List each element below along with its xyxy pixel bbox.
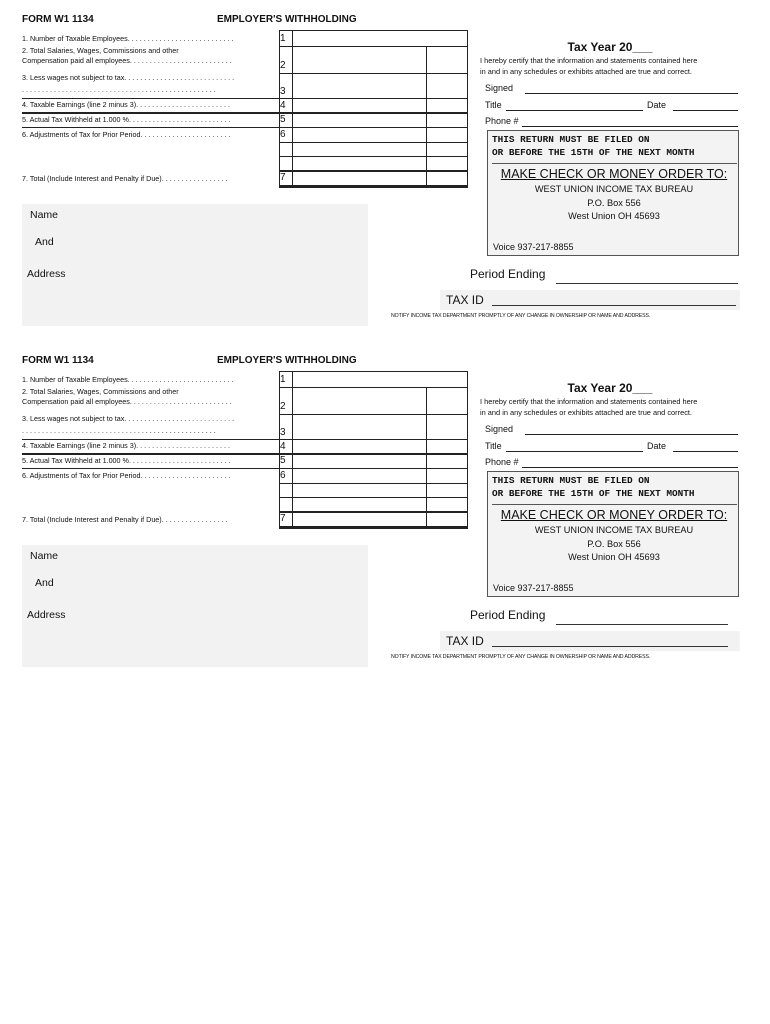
date-label: Date — [647, 100, 667, 110]
title-label: Title — [485, 441, 502, 451]
payee-name: WEST UNION INCOME TAX BUREAU — [534, 184, 694, 194]
line-4-label: 4. Taxable Earnings (line 2 minus 3). . . . . . . . . . . . . . . . . . . . . . . . — [22, 441, 230, 450]
line-5-input[interactable] — [293, 455, 426, 468]
tax-id-label: TAX ID — [446, 293, 484, 307]
certification-line-b: in and in any schedules or exhibits attached are true and correct. — [480, 408, 692, 417]
phone-label: Phone # — [485, 457, 519, 467]
name-label: Name — [30, 209, 59, 221]
filing-deadline-notice — [492, 133, 737, 164]
filing-deadline-line-a: THIS RETURN MUST BE FILED ON — [492, 134, 650, 145]
line-6-number: 6 — [280, 470, 286, 481]
line-2-input[interactable] — [293, 47, 426, 73]
line-4-input[interactable] — [293, 99, 426, 112]
payee-city: West Union OH 45693 — [568, 552, 660, 562]
withholding-form-2 — [0, 355, 770, 685]
line-items-table — [22, 371, 468, 529]
phone-field[interactable] — [522, 467, 738, 468]
filing-notice-box — [487, 471, 739, 597]
phone-field[interactable] — [522, 126, 738, 127]
date-field[interactable] — [673, 110, 738, 111]
filing-deadline-notice — [492, 474, 737, 505]
certification-line-b: in and in any schedules or exhibits attached are true and correct. — [480, 67, 692, 76]
filing-deadline-line-a: THIS RETURN MUST BE FILED ON — [492, 475, 650, 486]
line-6-label: 6. Adjustments of Tax for Prior Period. . . . . . . . . . . . . . . . . . . . . . . — [22, 471, 231, 480]
title-field[interactable] — [506, 110, 643, 111]
payee-po-box: P.O. Box 556 — [587, 198, 641, 208]
tax-id-field[interactable] — [492, 646, 728, 647]
line-4-number: 4 — [280, 100, 286, 111]
certification-text — [480, 396, 744, 418]
line-4-input[interactable] — [293, 440, 426, 453]
filing-deadline-line-b: OR BEFORE THE 15TH OF THE NEXT MONTH — [492, 488, 695, 499]
line-6-input[interactable] — [293, 128, 426, 170]
period-ending-field[interactable] — [556, 283, 738, 284]
tax-year: Tax Year 20___ — [567, 40, 653, 54]
phone-label: Phone # — [485, 116, 519, 126]
line-items-table — [22, 30, 468, 188]
certification-line-a: I hereby certify that the information and statements contained here — [480, 56, 698, 65]
name-address-box[interactable] — [22, 204, 368, 326]
line-2-label-b: Compensation paid all employees. . . . . . . . . . . . . . . . . . . . . . . . . . — [22, 56, 232, 65]
line-7-number: 7 — [280, 513, 286, 524]
line-3-input[interactable] — [293, 74, 426, 98]
filing-deadline-line-b: OR BEFORE THE 15TH OF THE NEXT MONTH — [492, 147, 695, 158]
address-label: Address — [27, 609, 66, 621]
name-address-box[interactable] — [22, 545, 368, 667]
line-2-number: 2 — [280, 60, 286, 71]
title-label: Title — [485, 100, 502, 110]
line-6-input[interactable] — [293, 469, 426, 511]
line-3-label-b: . . . . . . . . . . . . . . . . . . . . . . . . . . . . . . . . . . . . . . . . . . . . . . . . . — [22, 426, 216, 435]
signed-label: Signed — [485, 424, 514, 434]
line-6-label: 6. Adjustments of Tax for Prior Period. . . . . . . . . . . . . . . . . . . . . . . — [22, 130, 231, 139]
form-id: FORM W1 1134 — [22, 355, 94, 366]
voice-phone: Voice 937-217-8855 — [493, 583, 574, 593]
line-3-label-b: . . . . . . . . . . . . . . . . . . . . . . . . . . . . . . . . . . . . . . . . . . . . . . . . . — [22, 85, 216, 94]
line-4-number: 4 — [280, 441, 286, 452]
voice-phone: Voice 937-217-8855 — [493, 242, 574, 252]
name-label: Name — [30, 550, 59, 562]
line-7-input[interactable] — [293, 513, 426, 526]
line-2-label-a: 2. Total Salaries, Wages, Commissions and other — [22, 46, 179, 55]
line-3-label-a: 3. Less wages not subject to tax. . . . . . . . . . . . . . . . . . . . . . . . . . . . — [22, 73, 235, 82]
line-7-label: 7. Total (Include Interest and Penalty if Due). . . . . . . . . . . . . . . . . — [22, 515, 228, 524]
form-heading: EMPLOYER'S WITHHOLDING — [217, 355, 357, 366]
address-label: Address — [27, 268, 66, 280]
line-7-number: 7 — [280, 172, 286, 183]
line-1-input[interactable] — [293, 31, 467, 46]
tax-id-field[interactable] — [492, 305, 736, 306]
payee-name: WEST UNION INCOME TAX BUREAU — [534, 525, 694, 535]
withholding-form-1 — [0, 14, 770, 344]
payee-po-box: P.O. Box 556 — [587, 539, 641, 549]
date-field[interactable] — [673, 451, 738, 452]
line-5-label: 5. Actual Tax Withheld at 1.000 %. . . . . . . . . . . . . . . . . . . . . . . . . . — [22, 115, 231, 124]
payee-city: West Union OH 45693 — [568, 211, 660, 221]
make-check-heading: MAKE CHECK OR MONEY ORDER TO: — [500, 167, 728, 181]
line-2-input[interactable] — [293, 388, 426, 414]
and-label: And — [35, 236, 54, 248]
line-7-label: 7. Total (Include Interest and Penalty if Due). . . . . . . . . . . . . . . . . — [22, 174, 228, 183]
line-1-number: 1 — [280, 33, 286, 44]
line-1-input[interactable] — [293, 372, 467, 387]
line-1-label: 1. Number of Taxable Employees. . . . . . . . . . . . . . . . . . . . . . . . . . . — [22, 34, 234, 43]
form-id: FORM W1 1134 — [22, 14, 94, 25]
line-3-input[interactable] — [293, 415, 426, 439]
line-5-label: 5. Actual Tax Withheld at 1.000 %. . . . . . . . . . . . . . . . . . . . . . . . . . — [22, 456, 231, 465]
filing-notice-box — [487, 130, 739, 256]
line-3-number: 3 — [280, 427, 286, 438]
line-3-number: 3 — [280, 86, 286, 97]
period-ending-field[interactable] — [556, 624, 728, 625]
line-3-label-a: 3. Less wages not subject to tax. . . . . . . . . . . . . . . . . . . . . . . . . . . . — [22, 414, 235, 423]
line-5-number: 5 — [280, 114, 286, 125]
line-5-input[interactable] — [293, 114, 426, 127]
form-heading: EMPLOYER'S WITHHOLDING — [217, 14, 357, 25]
footer-notice: NOTIFY INCOME TAX DEPARTMENT PROMPTLY OF ANY CHANGE IN OWNERSHIP OR NAME AND ADDRESS. — [391, 313, 651, 319]
line-2-number: 2 — [280, 401, 286, 412]
signed-label: Signed — [485, 83, 514, 93]
certification-line-a: I hereby certify that the information and statements contained here — [480, 397, 698, 406]
line-1-number: 1 — [280, 374, 286, 385]
signed-field[interactable] — [525, 93, 738, 94]
line-5-number: 5 — [280, 455, 286, 466]
line-2-label-a: 2. Total Salaries, Wages, Commissions and other — [22, 387, 179, 396]
make-check-heading: MAKE CHECK OR MONEY ORDER TO: — [500, 508, 728, 522]
title-field[interactable] — [506, 451, 643, 452]
line-1-label: 1. Number of Taxable Employees. . . . . . . . . . . . . . . . . . . . . . . . . . . — [22, 375, 234, 384]
certification-text — [480, 55, 744, 77]
tax-id-box — [440, 631, 740, 651]
line-2-label-b: Compensation paid all employees. . . . . . . . . . . . . . . . . . . . . . . . . . — [22, 397, 232, 406]
period-ending-label: Period Ending — [470, 267, 546, 281]
tax-year: Tax Year 20___ — [567, 381, 653, 395]
line-6-number: 6 — [280, 129, 286, 140]
line-4-label: 4. Taxable Earnings (line 2 minus 3). . . . . . . . . . . . . . . . . . . . . . . . — [22, 100, 230, 109]
period-ending-label: Period Ending — [470, 608, 546, 622]
tax-id-box — [440, 290, 740, 310]
footer-notice: NOTIFY INCOME TAX DEPARTMENT PROMPTLY OF ANY CHANGE IN OWNERSHIP OR NAME AND ADDRESS. — [391, 654, 651, 660]
and-label: And — [35, 577, 54, 589]
tax-id-label: TAX ID — [446, 634, 484, 648]
line-7-input[interactable] — [293, 172, 426, 185]
date-label: Date — [647, 441, 667, 451]
signed-field[interactable] — [525, 434, 738, 435]
